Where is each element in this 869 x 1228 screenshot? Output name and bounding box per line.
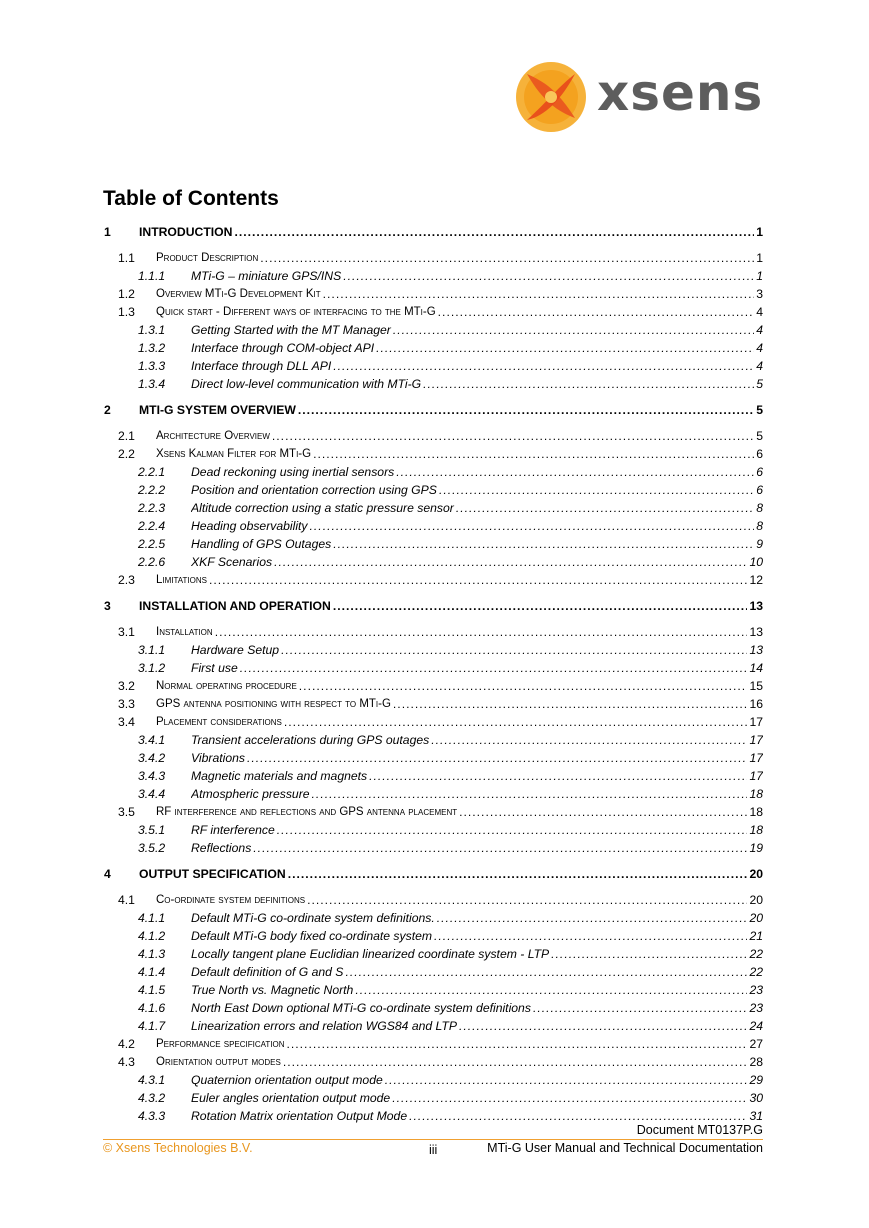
toc-entry-text [191, 732, 763, 748]
toc-entry-label: Direct low-level communication with MTi-G [191, 377, 422, 391]
toc-entry-text [156, 678, 763, 694]
toc-leader-dots [438, 304, 755, 320]
toc-entry-number: 4.1.2 [138, 929, 166, 943]
toc-entry-text [156, 1054, 763, 1070]
toc-entry-number: 3.5.2 [138, 841, 166, 855]
toc-entry-page: 5 [756, 377, 763, 391]
toc-entry-number: 3.1.2 [138, 661, 166, 675]
toc-entry-label: True North vs. Magnetic North [191, 983, 354, 997]
toc-entry-page: 8 [756, 501, 763, 515]
toc-leader-dots [260, 250, 754, 266]
toc-entry[interactable] [103, 678, 763, 694]
toc-entry-number: 1.3.4 [138, 377, 166, 391]
toc-entry-number: 1.3.1 [138, 323, 166, 337]
footer-page-number: iii [429, 1143, 438, 1157]
toc-entry-label: Magnetic materials and magnets [191, 769, 368, 783]
toc-entry-text [191, 1072, 763, 1088]
toc-entry-text [191, 358, 763, 374]
footer-copyright: © Xsens Technologies B.V. [103, 1141, 253, 1155]
toc-entry-text [156, 446, 763, 462]
toc-entry-text [191, 840, 763, 856]
toc-entry-page: 29 [749, 1073, 763, 1087]
toc-leader-dots [313, 446, 754, 462]
toc-entry-text [139, 598, 763, 614]
toc-leader-dots [287, 1036, 748, 1052]
toc-leader-dots [323, 286, 755, 302]
toc-entry-text [191, 1108, 763, 1124]
toc-entry-label: MTI-G SYSTEM OVERVIEW [139, 403, 296, 417]
toc-entry[interactable] [103, 500, 763, 516]
toc-entry-number: 1.2 [118, 287, 135, 301]
toc-entry[interactable] [103, 1072, 763, 1088]
toc-entry-text [156, 696, 763, 712]
toc-entry-number: 2.2.6 [138, 555, 166, 569]
toc-entry-page: 17 [749, 769, 763, 783]
toc-leader-dots [298, 402, 754, 418]
toc-entry-label: Atmospheric pressure [191, 787, 310, 801]
toc-entry-number: 3.4.4 [138, 787, 166, 801]
toc-entry-text [139, 224, 763, 240]
toc-entry[interactable] [103, 1036, 763, 1052]
toc-entry-label: Architecture Overview [156, 430, 270, 442]
toc-entry[interactable] [103, 402, 763, 418]
toc-entry-page: 8 [756, 519, 763, 533]
toc-entry-label: Transient accelerations during GPS outages [191, 733, 430, 747]
toc-entry[interactable] [103, 840, 763, 856]
toc-entry-label: Locally tangent plane Euclidian linearized coordinate system - LTP [191, 947, 550, 961]
toc-leader-dots [434, 928, 747, 944]
toc-entry-page: 20 [749, 893, 763, 907]
toc-entry-label: Default MTi-G co-ordinate system definitions. [191, 911, 435, 925]
toc-entry-page: 1 [756, 251, 763, 265]
toc-entry-number: 1.1 [118, 251, 135, 265]
toc-entry-page: 22 [749, 947, 763, 961]
toc-leader-dots [333, 598, 748, 614]
toc-entry-label: MTi-G – miniature GPS/INS [191, 269, 342, 283]
toc-entry[interactable] [103, 714, 763, 730]
toc-entry-text [191, 518, 763, 534]
toc-entry-page: 19 [749, 841, 763, 855]
toc-entry-text [191, 268, 763, 284]
toc-entry-label: Hardware Setup [191, 643, 280, 657]
toc-entry-number: 4.1.5 [138, 983, 166, 997]
toc-entry-page: 22 [749, 965, 763, 979]
toc-entry[interactable] [103, 1018, 763, 1034]
toc-entry-text [191, 982, 763, 998]
toc-entry-number: 3.1.1 [138, 643, 166, 657]
toc-entry[interactable] [103, 1054, 763, 1070]
toc-entry-number: 4.3.1 [138, 1073, 166, 1087]
toc-entry-page: 27 [749, 1037, 763, 1051]
toc-leader-dots [215, 624, 748, 640]
toc-entry-page: 5 [756, 429, 763, 443]
toc-entry-page: 4 [756, 305, 763, 319]
toc-entry[interactable] [103, 624, 763, 640]
toc-entry-text [156, 1036, 763, 1052]
toc-entry-page: 13 [749, 599, 763, 613]
toc-entry-number: 1.3 [118, 305, 135, 319]
toc-entry-text [191, 1090, 763, 1106]
toc-leader-dots [240, 660, 748, 676]
toc-entry-page: 3 [756, 287, 763, 301]
toc-entry-page: 20 [749, 911, 763, 925]
toc-leader-dots [459, 1018, 747, 1034]
toc-entry-label: Placement considerations [156, 716, 282, 728]
toc-entry-label: Altitude correction using a static pressure sensor [191, 501, 454, 515]
toc-leader-dots [369, 768, 747, 784]
toc-entry-page: 4 [756, 359, 763, 373]
toc-entry-page: 14 [749, 661, 763, 675]
toc-entry[interactable] [103, 928, 763, 944]
toc-entry[interactable] [103, 1000, 763, 1016]
xsens-logo-wordmark: xsens [597, 64, 764, 122]
toc-entry-text [191, 642, 763, 658]
toc-entry-text [191, 464, 763, 480]
toc-entry-label: Getting Started with the MT Manager [191, 323, 391, 337]
toc-entry-label: RF interference [191, 823, 275, 837]
toc-entry-label: Co-ordinate system definitions [156, 894, 306, 906]
toc-entry-label: Installation [156, 626, 213, 638]
toc-entry-page: 13 [749, 625, 763, 639]
toc-entry-text [191, 554, 763, 570]
toc-entry-label: Performance specification [156, 1038, 285, 1050]
toc-leader-dots [393, 696, 748, 712]
toc-leader-dots [281, 642, 747, 658]
toc-entry-number: 2.2.2 [138, 483, 166, 497]
toc-entry[interactable] [103, 732, 763, 748]
toc-entry-page: 9 [756, 537, 763, 551]
toc-leader-dots [345, 964, 747, 980]
toc-entry-number: 4.1.3 [138, 947, 166, 961]
toc-entry-page: 17 [749, 751, 763, 765]
toc-entry[interactable] [103, 696, 763, 712]
toc-entry[interactable] [103, 642, 763, 658]
toc-entry-page: 4 [756, 323, 763, 337]
toc-leader-dots [423, 376, 754, 392]
toc-entry-text [156, 286, 763, 302]
toc-entry[interactable] [103, 822, 763, 838]
toc-leader-dots [272, 428, 754, 444]
toc-entry-number: 2 [104, 403, 111, 417]
toc-entry[interactable] [103, 866, 763, 882]
toc-entry-text [156, 714, 763, 730]
document-number: Document MT0137P.G [636, 1123, 763, 1137]
toc-entry-page: 12 [749, 573, 763, 587]
toc-entry-text [191, 500, 763, 516]
toc-entry-label: Product Description [156, 252, 259, 264]
toc-entry-number: 1.3.3 [138, 359, 166, 373]
toc-entry-number: 2.2.1 [138, 465, 166, 479]
toc-entry[interactable] [103, 428, 763, 444]
toc-entry-number: 2.2 [118, 447, 135, 461]
toc-entry[interactable] [103, 286, 763, 302]
toc-entry-text [191, 536, 763, 552]
toc-entry[interactable] [103, 804, 763, 820]
toc-entry-number: 4 [104, 867, 111, 881]
toc-leader-dots [393, 322, 754, 338]
toc-entry-text [156, 304, 763, 320]
toc-entry[interactable] [103, 1108, 763, 1124]
toc-entry-page: 24 [749, 1019, 763, 1033]
toc-entry-label: North East Down optional MTi-G co-ordinate system definitions [191, 1001, 531, 1015]
toc-entry-label: Reflections [191, 841, 252, 855]
toc-entry-label: Rotation Matrix orientation Output Mode [191, 1109, 408, 1123]
toc-leader-dots [234, 224, 754, 240]
toc-leader-dots [209, 572, 747, 588]
toc-leader-dots [409, 1108, 747, 1124]
toc-entry-number: 3 [104, 599, 111, 613]
toc-entry-number: 2.2.5 [138, 537, 166, 551]
toc-leader-dots [551, 946, 747, 962]
toc-entry[interactable] [103, 322, 763, 338]
toc-entry-label: GPS antenna positioning with respect to MTi-G [156, 698, 391, 710]
toc-entry-label: XKF Scenarios [191, 555, 273, 569]
toc-leader-dots [533, 1000, 748, 1016]
toc-entry-text [156, 250, 763, 266]
toc-entry[interactable] [103, 304, 763, 320]
toc-entry-number: 4.1.6 [138, 1001, 166, 1015]
toc-entry-text [191, 322, 763, 338]
toc-leader-dots [299, 678, 748, 694]
toc-entry[interactable] [103, 464, 763, 480]
toc-entry-number: 4.3.3 [138, 1109, 166, 1123]
toc-entry-page: 15 [749, 679, 763, 693]
toc-entry-number: 2.2.3 [138, 501, 166, 515]
toc-entry-number: 4.3.2 [138, 1091, 166, 1105]
toc-entry-text [191, 822, 763, 838]
toc-entry-text [156, 624, 763, 640]
toc-entry-label: RF interference and reflections and GPS antenna placement [156, 806, 458, 818]
toc-entry-page: 20 [749, 867, 763, 881]
toc-entry[interactable] [103, 268, 763, 284]
toc-entry-label: Normal operating procedure [156, 680, 297, 692]
toc-leader-dots [333, 536, 754, 552]
toc-entry-text [139, 402, 763, 418]
toc-entry-page: 10 [749, 555, 763, 569]
toc-leader-dots [385, 1072, 748, 1088]
toc-leader-dots [431, 732, 747, 748]
toc-leader-dots [247, 750, 747, 766]
toc-entry-number: 3.2 [118, 679, 135, 693]
toc-entry-label: Overview MTi-G Development Kit [156, 288, 321, 300]
toc-entry[interactable] [103, 518, 763, 534]
toc-entry[interactable] [103, 536, 763, 552]
toc-entry-label: Heading observability [191, 519, 308, 533]
toc-entry[interactable] [103, 340, 763, 356]
toc-leader-dots [392, 1090, 747, 1106]
toc-entry-number: 3.5 [118, 805, 135, 819]
toc-entry[interactable] [103, 446, 763, 462]
toc-entry-label: Interface through COM-object API [191, 341, 375, 355]
toc-entry-page: 18 [749, 823, 763, 837]
toc-entry-page: 16 [749, 697, 763, 711]
toc-entry-label: Orientation output modes [156, 1056, 281, 1068]
toc-entry-label: Linearization errors and relation WGS84 and LTP [191, 1019, 458, 1033]
toc-leader-dots [437, 910, 748, 926]
toc-entry[interactable] [103, 598, 763, 614]
toc-entry-text [139, 866, 763, 882]
toc-leader-dots [439, 482, 754, 498]
toc-entry-page: 21 [749, 929, 763, 943]
toc-entry-label: First use [191, 661, 238, 675]
toc-entry-text [191, 928, 763, 944]
toc-entry-page: 1 [756, 225, 763, 239]
toc-entry[interactable] [103, 482, 763, 498]
toc-entry-label: Interface through DLL API [191, 359, 332, 373]
toc-entry-text [156, 892, 763, 908]
toc-entry[interactable] [103, 910, 763, 926]
toc-leader-dots [277, 822, 748, 838]
toc-leader-dots [274, 554, 747, 570]
toc-entry-label: Default definition of G and S [191, 965, 344, 979]
toc-entry-text [191, 1018, 763, 1034]
toc-entry[interactable] [103, 1090, 763, 1106]
toc-entry-text [191, 946, 763, 962]
toc-entry[interactable] [103, 946, 763, 962]
toc-entry-number: 4.3 [118, 1055, 135, 1069]
toc-entry-text [191, 1000, 763, 1016]
toc-entry-page: 31 [749, 1109, 763, 1123]
toc-entry-number: 3.1 [118, 625, 135, 639]
toc-entry[interactable] [103, 554, 763, 570]
xsens-logo [515, 60, 767, 136]
toc-entry-number: 3.4.3 [138, 769, 166, 783]
toc-entry-text [191, 482, 763, 498]
toc-entry[interactable] [103, 572, 763, 588]
toc-entry-number: 3.4 [118, 715, 135, 729]
xsens-logo-mark-icon [515, 60, 591, 136]
toc-entry-page: 17 [749, 733, 763, 747]
toc-entry-text [191, 786, 763, 802]
toc-entry-number: 4.2 [118, 1037, 135, 1051]
toc-entry-number: 2.2.4 [138, 519, 166, 533]
toc-entry-page: 18 [749, 805, 763, 819]
toc-leader-dots [459, 804, 747, 820]
toc-leader-dots [396, 464, 754, 480]
toc-entry-page: 17 [749, 715, 763, 729]
toc-entry[interactable] [103, 750, 763, 766]
toc-entry[interactable] [103, 358, 763, 374]
toc-entry-text [191, 910, 763, 926]
toc-leader-dots [307, 892, 747, 908]
toc-entry-page: 4 [756, 341, 763, 355]
toc-entry-label: Position and orientation correction using GPS [191, 483, 437, 497]
toc-leader-dots [288, 866, 748, 882]
toc-entry-number: 4.1.7 [138, 1019, 166, 1033]
toc-leader-dots [456, 500, 754, 516]
toc-leader-dots [283, 1054, 748, 1070]
toc-entry-number: 1.3.2 [138, 341, 166, 355]
toc-entry-page: 5 [756, 403, 763, 417]
toc-entry-label: Euler angles orientation output mode [191, 1091, 391, 1105]
toc-entry-number: 4.1.4 [138, 965, 166, 979]
toc-entry-label: Vibrations [191, 751, 245, 765]
toc-entry-text [156, 572, 763, 588]
toc-entry-text [156, 428, 763, 444]
toc-entry[interactable] [103, 376, 763, 392]
toc-leader-dots [376, 340, 754, 356]
toc-entry-number: 1 [104, 225, 111, 239]
toc-leader-dots [312, 786, 748, 802]
toc-entry-text [191, 964, 763, 980]
toc-entry[interactable] [103, 250, 763, 266]
toc-entry[interactable] [103, 768, 763, 784]
footer-divider [103, 1139, 763, 1140]
toc-entry-number: 4.1.1 [138, 911, 166, 925]
toc-entry-label: Quaternion orientation output mode [191, 1073, 383, 1087]
toc-entry-label: Handling of GPS Outages [191, 537, 332, 551]
toc-entry-page: 13 [749, 643, 763, 657]
toc-entry-text [191, 376, 763, 392]
toc-entry-page: 23 [749, 1001, 763, 1015]
toc-leader-dots [333, 358, 754, 374]
toc-entry-number: 3.4.2 [138, 751, 166, 765]
toc-entry-label: INTRODUCTION [139, 225, 233, 239]
toc-entry-page: 6 [756, 447, 763, 461]
toc-leader-dots [343, 268, 754, 284]
toc-title: Table of Contents [103, 187, 279, 210]
toc-entry-text [191, 660, 763, 676]
toc-entry[interactable] [103, 892, 763, 908]
toc-entry-text [191, 768, 763, 784]
toc-entry-text [156, 804, 763, 820]
toc-entry-number: 1.1.1 [138, 269, 166, 283]
toc-entry-page: 28 [749, 1055, 763, 1069]
toc-entry-text [191, 340, 763, 356]
toc-entry-label: Quick start - Different ways of interfacing to the MTi-G [156, 306, 436, 318]
toc-entry[interactable] [103, 964, 763, 980]
footer-document-title: MTi-G User Manual and Technical Documentation [487, 1141, 763, 1155]
toc-entry-number: 3.3 [118, 697, 135, 711]
toc-entry-label: OUTPUT SPECIFICATION [139, 867, 286, 881]
toc-entry-label: Limitations [156, 574, 207, 586]
toc-entry-label: Xsens Kalman Filter for MTi-G [156, 448, 312, 460]
toc-entry-page: 6 [756, 465, 763, 479]
toc-entry-label: Default MTi-G body fixed co-ordinate system [191, 929, 433, 943]
toc-leader-dots [284, 714, 748, 730]
toc-entry-number: 4.1 [118, 893, 135, 907]
toc-entry-text [191, 750, 763, 766]
toc-entry[interactable] [103, 660, 763, 676]
toc-entry-page: 18 [749, 787, 763, 801]
toc-leader-dots [253, 840, 747, 856]
toc-entry-number: 2.3 [118, 573, 135, 587]
toc-entry-page: 1 [756, 269, 763, 283]
toc-entry-label: INSTALLATION AND OPERATION [139, 599, 331, 613]
toc-entry-page: 23 [749, 983, 763, 997]
toc-entry[interactable] [103, 786, 763, 802]
toc-leader-dots [310, 518, 755, 534]
toc-entry[interactable] [103, 982, 763, 998]
toc-entry-page: 30 [749, 1091, 763, 1105]
toc-leader-dots [355, 982, 747, 998]
toc-entry[interactable] [103, 224, 763, 240]
toc-entry-number: 3.5.1 [138, 823, 166, 837]
toc-entry-number: 2.1 [118, 429, 135, 443]
toc-entry-number: 3.4.1 [138, 733, 166, 747]
toc-entry-label: Dead reckoning using inertial sensors [191, 465, 395, 479]
toc-entry-page: 6 [756, 483, 763, 497]
